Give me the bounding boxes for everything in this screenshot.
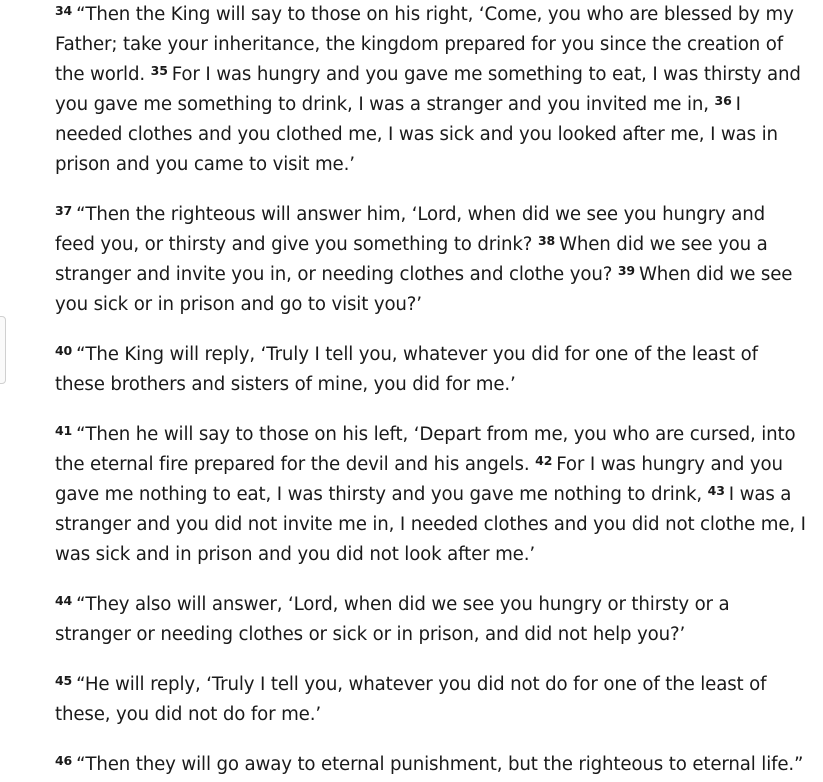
paragraph: [55, 200, 807, 320]
paragraph: [55, 750, 807, 780]
paragraph: [55, 670, 807, 730]
paragraph: [55, 340, 807, 400]
verse-text: For I was hungry and you gave me nothing to eat, I was thirsty and you gave me nothing to drink,: [55, 454, 783, 505]
verse-text: “Then the righteous will answer him, ‘Lord, when did we see you hungry and feed you, or thirsty and give you something to drink?: [55, 204, 766, 255]
verse-number: 38: [537, 233, 556, 248]
verse-number: 34: [55, 3, 73, 18]
verse-text: For I was hungry and you gave me something to eat, I was thirsty and you gave me something to drink, I was a stranger and you invited me in,: [55, 64, 801, 115]
verse-text: “Then he will say to those on his left, ‘Depart from me, you who are cursed, into the eternal fire prepared for the devil and his angels.: [55, 424, 796, 475]
verse-number: 36: [714, 93, 732, 108]
verse-text: “The King will reply, ‘Truly I tell you, whatever you did for one of the least of these brothers and sisters of mine, you did for me.’: [55, 344, 758, 395]
verse-number: 44: [55, 593, 73, 608]
verse-text: When did we see you a stranger and invite you in, or needing clothes and clothe you?: [55, 234, 768, 285]
verse-number: 42: [535, 453, 553, 468]
verse-text: I was a stranger and you did not invite me in, I needed clothes and you did not clothe me, I was sick and in prison and you did not look after me.’: [55, 484, 806, 565]
verse-number: 40: [55, 343, 73, 358]
side-panel-handle[interactable]: [0, 316, 6, 384]
verse-number: 45: [55, 673, 73, 688]
verse-text: When did we see you sick or in prison and go to visit you?’: [55, 264, 793, 315]
verse-text: “Then the King will say to those on his right, ‘Come, you who are blessed by my Father; take your inheritance, the kingdom prepared for you since the creation of the world.: [55, 4, 794, 85]
verse-text: “Then they will go away to eternal punishment, but the righteous to eternal life.”: [76, 754, 804, 775]
verse-text: “They also will answer, ‘Lord, when did we see you hungry or thirsty or a stranger or needing clothes or sick or in prison, and did not help you?’: [55, 594, 730, 645]
verse-number: 39: [617, 263, 635, 278]
verse-number: 37: [55, 203, 73, 218]
passage-text: [55, 0, 807, 780]
verse-text: “He will reply, ‘Truly I tell you, whatever you did not do for one of the least of these, you did not do for me.’: [55, 674, 767, 725]
verse-text: I needed clothes and you clothed me, I was sick and you looked after me, I was in prison and you came to visit me.’: [55, 94, 778, 175]
paragraph: [55, 420, 807, 570]
verse-number: 46: [55, 753, 73, 768]
verse-number: 43: [707, 483, 725, 498]
paragraph: [55, 0, 807, 180]
verse-number: 41: [55, 423, 73, 438]
verse-number: 35: [150, 63, 168, 78]
paragraph: [55, 590, 807, 650]
